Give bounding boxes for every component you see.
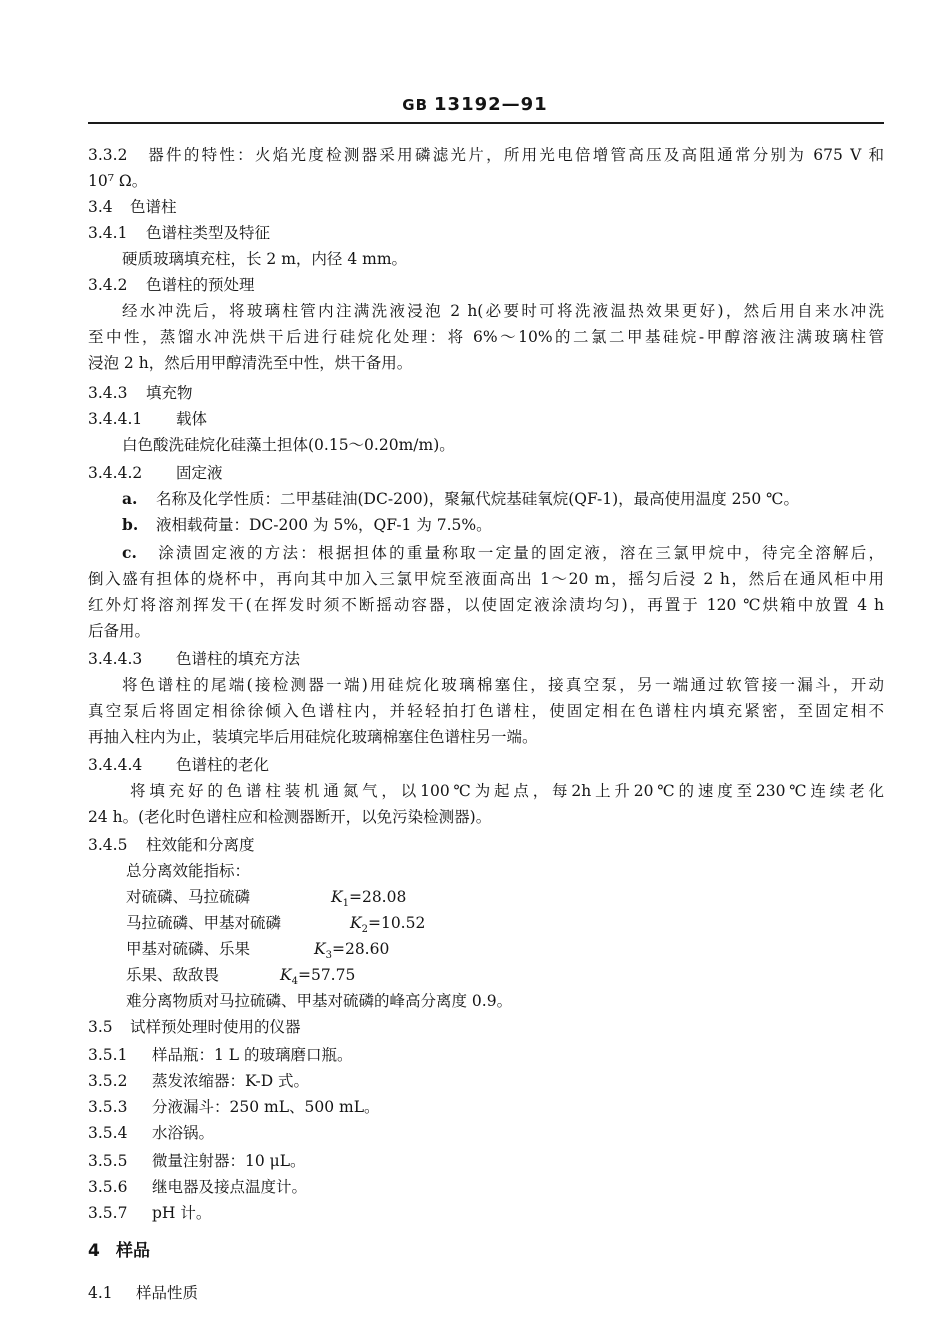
compound-pair: 乐果、敌敌畏 <box>126 966 220 984</box>
separation-pair-1 <box>126 884 407 910</box>
clause-title: 载体 <box>176 410 208 428</box>
clause-number: 3.4.5 <box>88 836 128 854</box>
clause-3-4-4-4-body-line-2: 24 h。(老化时色谱柱应和检测器断开，以免污染检测器)。 <box>88 808 492 826</box>
clause-number: 3.4 <box>88 198 113 216</box>
clause-number: 3.5.5 <box>88 1152 128 1170</box>
clause-number: 3.5.1 <box>88 1046 128 1064</box>
clause-text: 器件的特性：火焰光度检测器采用磷滤光片，所用光电倍增管高压及高阻通常分别为 675 V 和 <box>146 146 884 164</box>
clause-number: 3.4.3 <box>88 384 128 402</box>
clause-3-4-2-body-line-3: 浸泡 2 h，然后用甲醇清洗至中性，烘干备用。 <box>88 354 413 372</box>
clause-number: 3.4.4.4 <box>88 756 143 774</box>
clause-number: 3.4.4.1 <box>88 410 143 428</box>
instrument-item <box>88 1174 307 1200</box>
k-value: $K_2=10.52$ <box>350 914 426 936</box>
clause-3-4-4-1-body: 白色酸洗硅烷化硅藻土担体(0.15～0.20m/m)。 <box>122 436 455 454</box>
instrument-text: 微量注射器：10 μL。 <box>152 1152 306 1170</box>
header-rule <box>88 122 884 124</box>
separation-pair-2 <box>126 910 426 936</box>
clause-number: 3.4.1 <box>88 224 128 242</box>
clause-3-4-2-heading <box>88 272 255 298</box>
clause-title: 样品性质 <box>136 1284 199 1302</box>
clause-3-4-4-3-heading <box>88 646 300 672</box>
compound-pair: 甲基对硫磷、乐果 <box>126 940 251 958</box>
clause-title: 固定液 <box>176 464 223 482</box>
instrument-text: 样品瓶：1 L 的玻璃磨口瓶。 <box>152 1046 353 1064</box>
item-text: 名称及化学性质：二甲基硅油(DC-200)，聚氟代烷基硅氧烷(QF-1)，最高使用温度 250 ℃。 <box>156 490 799 508</box>
compound-pair: 马拉硫磷、甲基对硫磷 <box>126 914 282 932</box>
clause-3-3-2-line-2: 10⁷ Ω。 <box>88 172 148 190</box>
compound-pair: 对硫磷、马拉硫磷 <box>126 888 251 906</box>
clause-3-4-3-heading <box>88 380 193 406</box>
item-c-line-3: 红外灯将溶剂挥发干(在挥发时须不断摇动容器，以使固定液涂渍均匀)，再置于 120 ℃烘箱中放置 4 h <box>88 596 884 614</box>
instrument-text: 蒸发浓缩器：K-D 式。 <box>152 1072 310 1090</box>
instrument-item <box>88 1094 380 1120</box>
instrument-item <box>88 1068 309 1094</box>
clause-number: 3.4.4.3 <box>88 650 143 668</box>
instrument-item <box>88 1042 353 1068</box>
clause-title: 色谱柱的填充方法 <box>176 650 301 668</box>
clause-3-3-2-line-1 <box>88 142 884 168</box>
clause-3-4-2-body-line-1: 经水冲洗后，将玻璃柱管内注满洗液浸泡 2 h(必要时可将洗液温热效果更好)，然后用自来水冲洗 <box>122 302 884 320</box>
item-label: a. <box>122 489 138 508</box>
clause-number: 3.5.7 <box>88 1204 128 1222</box>
instrument-item <box>88 1120 214 1146</box>
item-c-line-2: 倒入盛有担体的烧杯中，再向其中加入三氯甲烷至液面高出 1～20 m，摇匀后浸 2 h，然后在通风柜中用 <box>88 570 884 588</box>
clause-number: 3.3.2 <box>88 146 128 164</box>
separation-pair-3 <box>126 936 390 962</box>
separation-intro: 总分离效能指标： <box>126 862 251 880</box>
instrument-text: 水浴锅。 <box>152 1124 215 1142</box>
clause-title: 色谱柱 <box>130 198 177 216</box>
clause-number: 3.5.4 <box>88 1124 128 1142</box>
item-c-line-1 <box>122 540 884 566</box>
clause-number: 3.5 <box>88 1018 113 1036</box>
page-header <box>0 92 950 118</box>
clause-3-4-4-1-heading <box>88 406 207 432</box>
clause-3-4-4-2-heading <box>88 460 223 486</box>
item-c-line-4: 后备用。 <box>88 622 151 640</box>
clause-number: 4.1 <box>88 1284 113 1302</box>
clause-title: 色谱柱类型及特征 <box>146 224 271 242</box>
item-b <box>122 512 492 538</box>
clause-title: 填充物 <box>146 384 193 402</box>
section-title: 样品 <box>116 1241 150 1261</box>
clause-3-4-4-4-body-line-1: 将填充好的色谱柱装机通氮气，以100℃为起点，每2h上升20℃的速度至230℃连续老化 <box>130 782 884 800</box>
clause-3-4-4-3-body-line-3: 再抽入柱内为止，装填完毕后用硅烷化玻璃棉塞住色谱柱另一端。 <box>88 728 538 746</box>
clause-3-4-4-3-body-line-1: 将色谱柱的尾端(接检测器一端)用硅烷化玻璃棉塞住，接真空泵，另一端通过软管接一漏斗，开动 <box>122 676 884 694</box>
item-label: c. <box>122 543 137 562</box>
clause-4-1-heading <box>88 1280 198 1306</box>
clause-3-4-1-heading <box>88 220 270 246</box>
clause-title: 色谱柱的预处理 <box>146 276 255 294</box>
instrument-text: pH 计。 <box>152 1204 212 1222</box>
clause-number: 3.5.2 <box>88 1072 128 1090</box>
section-number: 4 <box>88 1241 100 1261</box>
clause-number: 3.5.3 <box>88 1098 128 1116</box>
instrument-text: 继电器及接点温度计。 <box>152 1178 308 1196</box>
clause-3-4-heading <box>88 194 177 220</box>
item-text: 涂渍固定液的方法：根据担体的重量称取一定量的固定液，溶在三氯甲烷中，待完全溶解后， <box>156 544 884 562</box>
k-value: $K_3=28.60$ <box>314 940 390 962</box>
clause-3-4-2-body-line-2: 至中性，蒸馏水冲洗烘干后进行硅烷化处理：将 6%～10%的二氯二甲基硅烷-甲醇溶液注满玻璃柱管 <box>88 328 884 346</box>
clause-number: 3.5.6 <box>88 1178 128 1196</box>
clause-title: 柱效能和分离度 <box>146 836 255 854</box>
item-text: 液相载荷量：DC-200 为 5%，QF-1 为 7.5%。 <box>156 516 492 534</box>
clause-3-4-5-heading <box>88 832 255 858</box>
item-a <box>122 486 799 512</box>
clause-3-4-4-3-body-line-2: 真空泵后将固定相徐徐倾入色谱柱内，并轻轻拍打色谱柱，使固定相在色谱柱内填充紧密，至固定相不 <box>88 702 884 720</box>
clause-number: 3.4.4.2 <box>88 464 143 482</box>
clause-number: 3.4.2 <box>88 276 128 294</box>
clause-3-4-1-body: 硬质玻璃填充柱，长 2 m，内径 4 mm。 <box>122 250 408 268</box>
k-value: $K_4=57.75$ <box>280 966 356 988</box>
clause-title: 试样预处理时使用的仪器 <box>130 1018 301 1036</box>
instrument-text: 分液漏斗：250 mL、500 mL。 <box>152 1098 380 1116</box>
item-label: b. <box>122 515 139 534</box>
instrument-item <box>88 1148 306 1174</box>
instrument-item <box>88 1200 211 1226</box>
standard-number: 13192—91 <box>434 94 548 115</box>
separation-pair-4 <box>126 962 356 988</box>
clause-3-5-heading <box>88 1014 301 1040</box>
section-4-heading <box>88 1238 150 1264</box>
clause-title: 色谱柱的老化 <box>176 756 270 774</box>
separation-note: 难分离物质对马拉硫磷、甲基对硫磷的峰高分离度 0.9。 <box>126 992 513 1010</box>
k-value: $K_1=28.08$ <box>331 888 407 910</box>
clause-3-4-4-4-heading <box>88 752 269 778</box>
standard-prefix: GB <box>402 96 429 114</box>
